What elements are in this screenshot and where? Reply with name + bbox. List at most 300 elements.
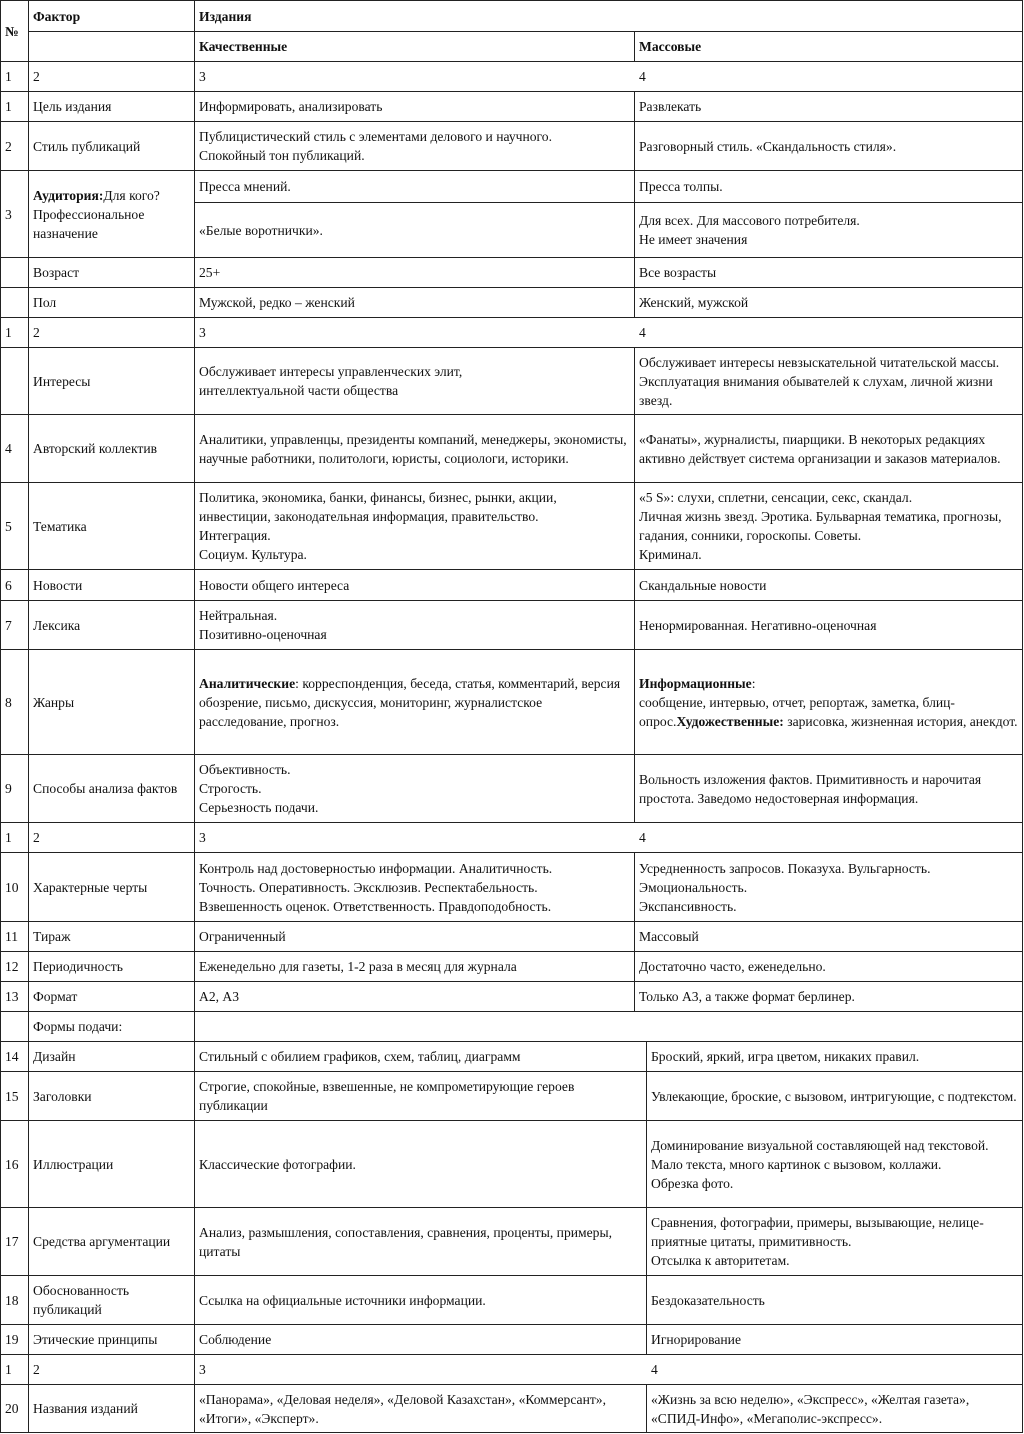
mass-cell: [647, 1042, 1022, 1071]
row-factor-part: Формы подачи:: [33, 1019, 123, 1034]
quality-cell-part: Аналитики, управленцы, президенты компаний, менеджеры, экономисты, научные работники, политологи, юристы, социологи, историки.: [199, 431, 631, 466]
row-factor-part: Формат: [33, 989, 78, 1004]
row-number-part: 10: [5, 879, 19, 895]
row-factor-part: Стиль публикаций: [33, 138, 141, 154]
mass-cell-text: [639, 293, 748, 312]
mass-cell-text: [639, 576, 766, 595]
grid-line-horizontal: [194, 202, 1022, 203]
row-factor: [29, 258, 194, 287]
merged-cell: [195, 1012, 1022, 1041]
quality-cell-part: Пресса мнений.: [199, 179, 291, 194]
column-index-4: [635, 318, 1022, 347]
mass-cell-text: [639, 97, 701, 116]
quality-cell-text: [199, 957, 517, 976]
mass-cell-text: [639, 674, 1018, 731]
row-number-part: 8: [5, 694, 12, 710]
row-factor-part: Жанры: [33, 694, 75, 710]
mass-cell: [635, 922, 1022, 951]
mass-cell-part: Скандальные новости: [639, 577, 767, 593]
row-number-part: 18: [5, 1292, 19, 1308]
mass-cell-text: [651, 1330, 741, 1349]
row-factor-part: Характерные черты: [33, 879, 148, 895]
mass-cell-part: «5 S»: слухи, сплетни, сенсации, секс, скандал. Личная жизнь звезд. Эротика. Бульварная тематика, прогнозы, гадания, сонники, гороскопы. Советы. Криминал.: [639, 490, 1002, 562]
row-factor-part: Способы анализа фактов: [33, 781, 178, 796]
quality-cell: [195, 122, 634, 170]
mass-cell-part: Пресса толпы.: [639, 179, 723, 194]
row-number-part: 19: [5, 1332, 19, 1347]
quality-cell-part: Политика, экономика, банки, финансы, бизнес, рынки, акции, инвестиции, законодательная информация, правительство. Интеграция. Социум. Культура.: [199, 490, 557, 562]
mass-cell: [635, 570, 1022, 600]
row-factor: [29, 1012, 194, 1041]
column-index-2-part: 2: [33, 69, 40, 84]
mass-cell: [635, 601, 1022, 649]
grid-line-vertical: [646, 1120, 647, 1207]
row-factor: [29, 601, 194, 649]
row-number: [1, 258, 28, 287]
row-factor-text: [33, 1047, 76, 1066]
row-factor: [29, 755, 194, 822]
mass-cell-text: [639, 263, 716, 282]
mass-cell-part: зарисовка, жизненная история, анекдот.: [783, 713, 1018, 729]
mass-cell-part: Для всех. Для массового потребителя. Не имеет значения: [639, 213, 860, 247]
column-index-2-text: [33, 1360, 40, 1379]
mass-cell-text: [639, 927, 699, 946]
column-index-3-text: [199, 323, 206, 342]
column-index-1: [1, 1355, 28, 1384]
mass-cell-part: Массовый: [639, 929, 699, 944]
mass-cell-text: [639, 616, 876, 635]
quality-cell-text: [199, 488, 630, 564]
mass-cell: [647, 1325, 1022, 1354]
quality-cell-text: [199, 263, 220, 282]
mass-cell-part: Вольность изложения фактов. Примитивность и нарочитая простота. Заведомо недостоверная информация.: [639, 771, 985, 806]
row-factor-text: [33, 1281, 190, 1319]
row-number: [1, 288, 28, 317]
row-number: [1, 1072, 28, 1120]
mass-cell-text: [651, 1087, 1017, 1106]
quality-cell-text: [199, 760, 318, 817]
column-index-4-text: [651, 1360, 658, 1379]
mass-cell-text: [639, 957, 826, 976]
row-factor-part: Обоснованность публикаций: [33, 1283, 133, 1317]
quality-cell-part: : корреспонденция, беседа, статья, комментарий, версия обозрение, письмо, дискуссия, мониторинг, журналистское расследование, прогноз.: [199, 675, 624, 729]
row-factor: [29, 650, 194, 754]
mass-cell: [635, 348, 1022, 414]
row-factor-text: [33, 1330, 157, 1349]
grid-line-vertical: [634, 257, 635, 287]
column-index-3-part: 3: [199, 69, 206, 84]
row-number: [1, 1012, 28, 1041]
row-factor-text: [33, 693, 74, 712]
quality-cell-part: Еженедельно для газеты, 1-2 раза в месяц для журнала: [199, 959, 517, 974]
quality-cell: [195, 1208, 646, 1275]
row-factor: [29, 122, 194, 170]
mass-cell-part: Достаточно часто, еженедельно.: [639, 959, 826, 974]
row-number-part: 13: [5, 989, 19, 1004]
row-number-text: [5, 517, 12, 536]
quality-cell-text: [199, 1291, 486, 1310]
quality-cell-part: Контроль над достоверностью информации. Аналитичность. Точность. Оперативность. Эксклюзив. Респектабельность. Взвешенность оценок. Ответственность. Правдоподобность.: [199, 860, 553, 914]
row-factor-text: [33, 1087, 92, 1106]
quality-cell-part: Строгие, спокойные, взвешенные, не компрометирующие героев публикации: [199, 1079, 578, 1113]
quality-cell-text: [199, 927, 286, 946]
grid-line-vertical: [634, 852, 635, 921]
mass-cell-part: : сообщение, интервью, отчет, репортаж, заметка, блиц-опрос.: [639, 675, 955, 729]
row-factor-part: Дизайн: [33, 1049, 76, 1064]
row-number-part: 7: [5, 617, 12, 633]
row-number: [1, 1042, 28, 1071]
column-index-3: [195, 62, 634, 91]
grid-line-vertical: [646, 1384, 647, 1432]
quality-cell: [195, 415, 634, 482]
mass-cell-part: Разговорный стиль. «Скандальность стиля».: [639, 138, 897, 154]
column-index-1: [1, 62, 28, 91]
mass-cell-part: Все возрасты: [639, 265, 717, 280]
column-index-1-text: [5, 1360, 12, 1379]
quality-cell: [195, 203, 634, 257]
grid-line-vertical: [634, 569, 635, 600]
row-number-text: [5, 693, 12, 712]
column-index-4-text: [639, 828, 646, 847]
quality-cell-part: А2, А3: [199, 989, 240, 1004]
quality-cell-bold: Аналитические: [199, 675, 296, 691]
column-index-3-part: 3: [199, 830, 206, 845]
row-number: [1, 952, 28, 981]
quality-cell: [195, 1072, 646, 1120]
quality-cell-text: [199, 1077, 642, 1115]
column-index-4-text: [639, 67, 646, 86]
row-factor-text: [33, 616, 80, 635]
column-index-2: [29, 318, 194, 347]
column-index-4-part: 4: [651, 1362, 658, 1377]
grid-line-horizontal: [0, 0, 1022, 1]
header-factor: [29, 1, 194, 31]
grid-line-horizontal: [28, 31, 1022, 32]
mass-cell-text: [639, 987, 855, 1006]
mass-cell-part: Усредненность запросов. Показуха. Вульгарность. Эмоциональность. Экспансивность.: [639, 860, 931, 914]
row-factor-part: Тираж: [33, 929, 71, 944]
column-index-4-part: 4: [639, 830, 646, 845]
header-mass-bold: Массовые: [639, 39, 702, 54]
row-factor-part: Цель издания: [33, 99, 112, 114]
quality-cell-part: Нейтральная. Позитивно-оценочная: [199, 608, 327, 642]
quality-cell-part: Обслуживает интересы управленческих элит, интеллектуальной части общества: [199, 364, 463, 398]
header-factor-bold: Фактор: [33, 8, 81, 24]
row-number-text: [5, 927, 18, 946]
row-factor-text: [33, 927, 70, 946]
row-number-text: [5, 1399, 19, 1418]
row-number-text: [5, 878, 19, 897]
row-number-text: [5, 1047, 19, 1066]
quality-cell: [195, 288, 634, 317]
quality-cell: [195, 1325, 646, 1354]
quality-cell-text: [199, 606, 327, 644]
quality-cell-part: Ограниченный: [199, 929, 286, 944]
column-index-4: [647, 1355, 1022, 1384]
row-number-part: 12: [5, 959, 19, 974]
column-index-1-text: [5, 828, 12, 847]
grid-line-vertical: [194, 0, 195, 1433]
row-factor: [29, 853, 194, 921]
quality-cell-text: [199, 177, 291, 196]
mass-cell-part: Броский, яркий, игра цветом, никаких правил.: [651, 1049, 920, 1064]
row-factor-text: [33, 1399, 138, 1418]
row-number-part: 15: [5, 1088, 19, 1104]
row-factor-text: [33, 576, 82, 595]
column-index-1-text: [5, 67, 12, 86]
row-factor: [29, 348, 194, 414]
column-index-1-text: [5, 323, 12, 342]
row-factor: [29, 1208, 194, 1275]
row-factor: [29, 1042, 194, 1071]
row-number: [1, 922, 28, 951]
grid-line-vertical: [646, 1324, 647, 1354]
quality-cell-part: Анализ, размышления, сопоставления, сравнения, проценты, примеры, цитаты: [199, 1224, 616, 1259]
row-number: [1, 1325, 28, 1354]
row-number-text: [5, 137, 12, 156]
mass-cell: [635, 203, 1022, 257]
column-index-4-text: [639, 323, 646, 342]
mass-cell-part: Бездоказательность: [651, 1292, 765, 1308]
column-index-2-part: 2: [33, 325, 40, 340]
row-factor: [29, 1385, 194, 1432]
quality-cell: [195, 1121, 646, 1207]
mass-cell-part: Увлекающие, броские, с вызовом, интригующие, с подтекстом.: [651, 1088, 1017, 1104]
mass-cell: [635, 650, 1022, 754]
row-number: [1, 348, 28, 414]
header-mass-text: [639, 37, 701, 56]
column-index-2: [29, 1355, 194, 1384]
mass-cell-part: Развлекать: [639, 99, 702, 114]
mass-cell-part: Обслуживает интересы невзыскательной читательской массы. Эксплуатация внимания обывателей к слухам, личной жизни звезд.: [639, 354, 1003, 408]
mass-cell-text: [651, 1136, 989, 1193]
column-index-4-part: 4: [639, 69, 646, 84]
mass-cell: [635, 415, 1022, 482]
quality-cell-part: Стильный с обилием графиков, схем, таблиц, диаграмм: [199, 1049, 521, 1064]
mass-cell-part: Сравнения, фотографии, примеры, вызывающие, нелице-приятные цитаты, примитивность. Отсылка к авторитетам.: [651, 1215, 984, 1268]
row-factor-part: Для кого? Профессиональное назначение: [33, 187, 160, 241]
row-factor-bold: Аудитория:: [33, 187, 104, 203]
quality-cell: [195, 171, 634, 202]
quality-cell: [195, 952, 634, 981]
header-num-bold: №: [5, 23, 19, 39]
row-number: [1, 1208, 28, 1275]
row-factor-text: [33, 1155, 113, 1174]
grid-line-vertical: [634, 121, 635, 170]
mass-cell-text: [639, 770, 1018, 808]
row-factor: [29, 570, 194, 600]
row-number: [1, 755, 28, 822]
quality-cell-part: Мужской, редко – женский: [199, 295, 355, 310]
grid-line-vertical: [634, 414, 635, 482]
quality-cell: [195, 348, 634, 414]
row-factor-part: Лексика: [33, 617, 81, 633]
row-number: [1, 1121, 28, 1207]
column-index-4: [635, 62, 1022, 91]
row-factor-text: [33, 878, 147, 897]
grid-line-vertical: [634, 287, 635, 317]
quality-cell: [195, 483, 634, 569]
column-index-3: [195, 823, 634, 852]
grid-line-vertical: [634, 754, 635, 822]
grid-line-vertical: [634, 347, 635, 414]
column-index-1: [1, 823, 28, 852]
header-editions-text: [199, 7, 251, 26]
quality-cell: [195, 601, 634, 649]
row-number-part: 9: [5, 781, 12, 796]
quality-cell-text: [199, 674, 630, 731]
row-number-text: [5, 616, 12, 635]
quality-cell-part: Публицистический стиль с элементами делового и научного. Спокойный тон публикаций.: [199, 129, 552, 163]
column-index-3-text: [199, 1360, 206, 1379]
row-factor: [29, 1325, 194, 1354]
quality-cell: [195, 650, 634, 754]
quality-cell-text: [199, 576, 349, 595]
mass-cell: [635, 952, 1022, 981]
grid-line-vertical: [634, 981, 635, 1011]
row-factor: [29, 288, 194, 317]
mass-cell: [635, 483, 1022, 569]
mass-cell-part: «Фанаты», журналисты, пиарщики. В некоторых редакциях активно действует система организации и заказов материалов.: [639, 431, 1001, 466]
row-number-part: 2: [5, 138, 12, 154]
header-quality-bold: Качественные: [199, 39, 288, 54]
row-factor-text: [33, 957, 123, 976]
row-number-part: 6: [5, 577, 12, 593]
row-number: [1, 483, 28, 569]
mass-cell-text: [639, 137, 896, 156]
mass-cell: [635, 288, 1022, 317]
column-index-1-part: 1: [5, 69, 12, 84]
row-number-part: 3: [5, 206, 12, 222]
grid-line-vertical: [646, 1071, 647, 1120]
mass-cell: [635, 171, 1022, 202]
mass-cell: [647, 1385, 1022, 1432]
column-index-4: [635, 823, 1022, 852]
quality-cell: [195, 1276, 646, 1324]
mass-cell-text: [639, 177, 723, 196]
row-factor-part: Авторский коллектив: [33, 441, 158, 456]
grid-line-vertical: [1022, 0, 1023, 1433]
mass-cell: [635, 258, 1022, 287]
column-index-2-text: [33, 67, 40, 86]
column-index-1: [1, 318, 28, 347]
column-index-1-part: 1: [5, 1362, 12, 1377]
grid-line-vertical: [28, 0, 29, 1433]
row-number-text: [5, 1291, 19, 1310]
row-factor-part: Тематика: [33, 518, 87, 534]
row-number-text: [5, 205, 12, 224]
mass-cell-bold: Информационные: [639, 675, 752, 691]
row-number: [1, 982, 28, 1011]
row-number: [1, 1276, 28, 1324]
header-quality-text: [199, 37, 287, 56]
row-factor: [29, 1121, 194, 1207]
mass-cell-text: [639, 353, 1018, 410]
mass-cell-part: «Жизнь за всю неделю», «Экспресс», «Желтая газета», «СПИД-Инфо», «Мегаполис-экспресс».: [651, 1391, 973, 1426]
row-number: [1, 1385, 28, 1432]
row-factor-part: Периодичность: [33, 959, 123, 974]
row-factor-part: Новости: [33, 577, 83, 593]
mass-cell-part: Игнорирование: [651, 1332, 741, 1347]
mass-cell-part: Доминирование визуальной составляющей над текстовой. Мало текста, много картинок с вызовом, коллажи. Обрезка фото.: [651, 1137, 989, 1191]
row-number-part: 4: [5, 441, 12, 456]
column-index-2: [29, 62, 194, 91]
row-number: [1, 650, 28, 754]
quality-cell-part: Ссылка на официальные источники информации.: [199, 1292, 486, 1308]
column-index-2-part: 2: [33, 1362, 40, 1377]
header-mass: [635, 32, 1022, 61]
grid-line-vertical: [0, 0, 1, 1433]
row-number: [1, 853, 28, 921]
quality-cell-part: Новости общего интереса: [199, 577, 350, 593]
mass-cell-text: [639, 430, 1018, 468]
quality-cell: [195, 570, 634, 600]
row-factor-text: [33, 293, 56, 312]
mass-cell: [635, 853, 1022, 921]
row-number-text: [5, 779, 12, 798]
row-number: [1, 171, 28, 257]
row-number-text: [5, 1232, 19, 1251]
quality-cell: [195, 755, 634, 822]
row-factor: [29, 415, 194, 482]
mass-cell-text: [651, 1047, 919, 1066]
quality-cell-text: [199, 221, 323, 240]
quality-cell: [195, 982, 634, 1011]
grid-line-vertical: [646, 1275, 647, 1324]
row-number-part: 5: [5, 518, 12, 534]
quality-cell: [195, 1042, 646, 1071]
row-factor-text: [33, 987, 77, 1006]
quality-cell-text: [199, 1330, 271, 1349]
row-factor: [29, 483, 194, 569]
mass-cell: [647, 1072, 1022, 1120]
column-index-3: [195, 1355, 646, 1384]
column-index-3-part: 3: [199, 325, 206, 340]
mass-cell-part: Женский, мужской: [639, 295, 749, 310]
row-number-part: 1: [5, 99, 12, 114]
row-factor-text: [33, 97, 111, 116]
grid-line-vertical: [646, 1207, 647, 1275]
grid-line-vertical: [634, 951, 635, 981]
row-factor-part: Возраст: [33, 265, 80, 280]
quality-cell-part: «Панорама», «Деловая неделя», «Деловой Казахстан», «Коммерсант», «Итоги», «Эксперт».: [199, 1391, 610, 1426]
grid-line-vertical: [634, 921, 635, 951]
row-number: [1, 415, 28, 482]
row-factor-text: [33, 263, 79, 282]
mass-cell-text: [639, 859, 930, 916]
grid-line-vertical: [634, 482, 635, 569]
row-factor-text: [33, 1017, 122, 1036]
column-index-3-text: [199, 67, 206, 86]
column-index-2-part: 2: [33, 830, 40, 845]
header-editions: [195, 1, 1022, 31]
row-factor: [29, 92, 194, 121]
mass-cell-text: [651, 1213, 1018, 1270]
mass-cell: [647, 1208, 1022, 1275]
header-factor-text: [33, 7, 80, 26]
quality-cell-part: Соблюдение: [199, 1332, 272, 1347]
column-index-3-part: 3: [199, 1362, 206, 1377]
quality-cell-text: [199, 1155, 356, 1174]
quality-cell-text: [199, 859, 552, 916]
quality-cell-part: 25+: [199, 265, 221, 280]
row-factor-text: [33, 186, 190, 243]
header-editions-bold: Издания: [199, 8, 252, 24]
quality-cell-part: Информировать, анализировать: [199, 99, 383, 114]
grid-line-horizontal: [0, 1432, 1022, 1433]
mass-cell-text: [651, 1390, 1018, 1428]
mass-cell: [635, 982, 1022, 1011]
